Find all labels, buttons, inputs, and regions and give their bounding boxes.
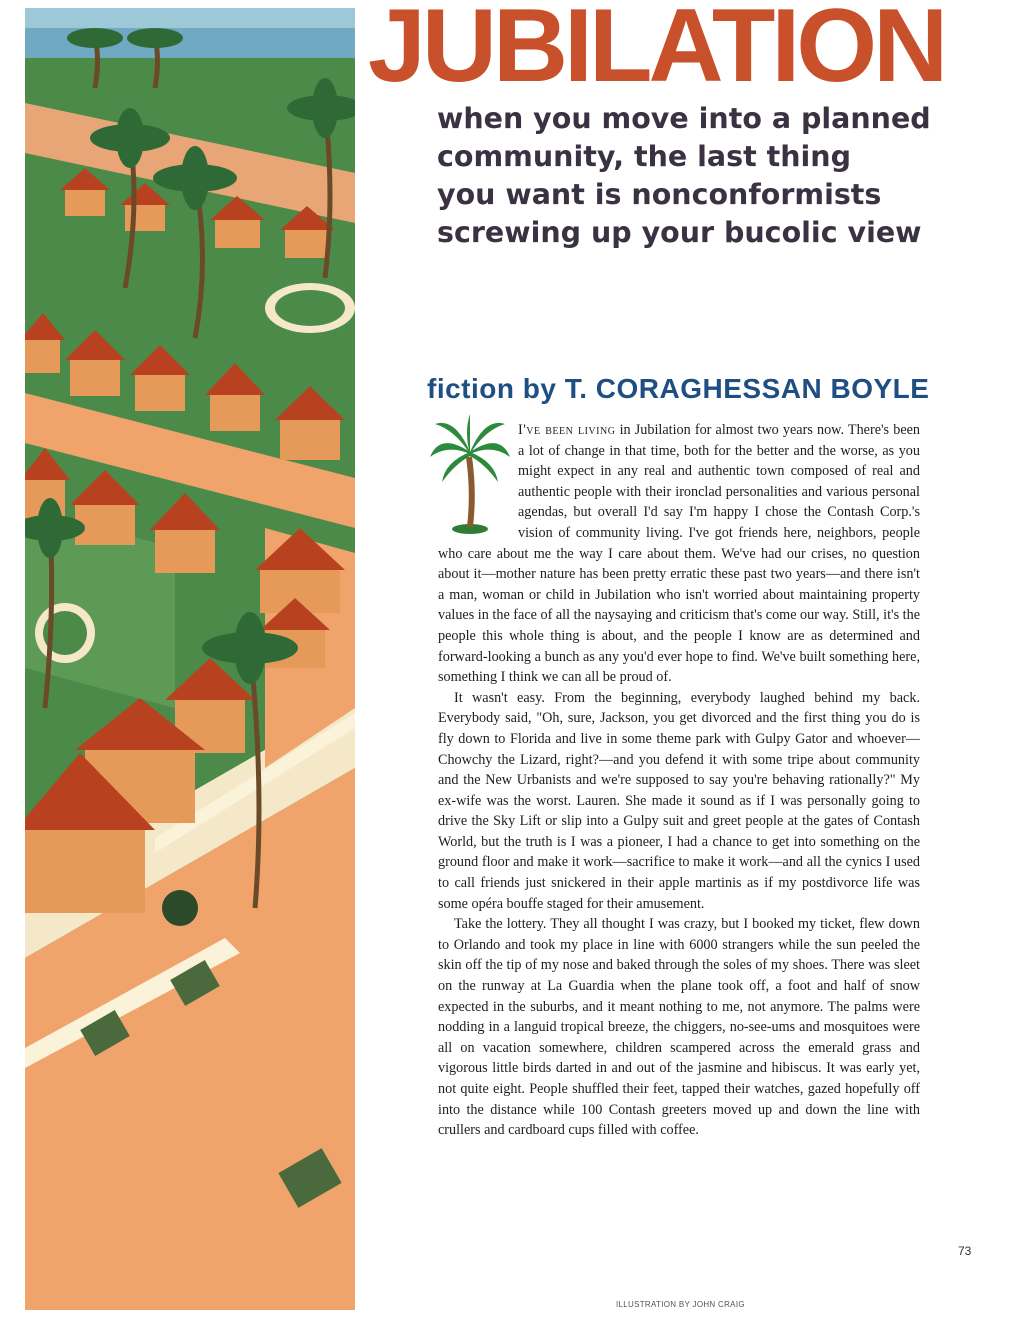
subtitle-line: community, the last thing — [437, 140, 852, 173]
subtitle-line: screwing up your bucolic view — [437, 216, 922, 249]
lead-in: I've been living — [518, 422, 616, 438]
illustration-credit: ILLUSTRATION BY JOHN CRAIG — [616, 1300, 745, 1309]
subtitle-line: you want is nonconformists — [437, 178, 882, 211]
community-illustration — [25, 8, 355, 1310]
paragraph: It wasn't easy. From the beginning, everybody laughed behind my back. Everybody said, "Oh, sure, Jackson, you get divorced and the first thing you do is fly down to Florida and live in some theme park with Gulpy Gator and whoever—Chowchy the Lizard, right?—and you defend it with some tripe about community and the New Urbanists and we're supposed to say you're behaving rationally?" My ex-wife was the worst. Lauren. She made it sound as if I was personally going to drive the Sky Lift or slip into a Gulpy suit and greet people at the gates of Contash World, but the truth is I was a pioneer, I had a chance to get into something on the ground floor and make it work—sacrifice to make it work—and all the cynics I used to call friends just snickered in their apple martinis as if my postdivorce life was some opéra bouffe staged for their amusement. — [438, 689, 920, 912]
byline: fiction by T. CORAGHESSAN BOYLE — [427, 373, 930, 404]
page-number: 73 — [958, 1244, 972, 1258]
article-subtitle — [437, 100, 997, 252]
subtitle-line: when you move into a planned — [437, 102, 931, 135]
article-body — [438, 420, 920, 1141]
paragraph: Take the lottery. They all thought I was crazy, but I booked my ticket, flew down to Orlando and took my place in line with 6000 strangers while the sun peeled the skin off the tip of my nose and baked through the soles of my shoes. There was sleet on the runway at La Guardia when the plane took off, a foot and half of snow expected in the suburbs, and it meant nothing to me, not anymore. The palms were nodding in a languid tropical breeze, the chiggers, no-see-ums and mosquitoes were all on vacation somewhere, children scampered across the emerald grass and vigorous little birds darted in and out of the jasmine and hibiscus. It was early yet, not quite eight. People shuffled their feet, tapped their watches, gazed hopefully off into the distance while 100 Contash greeters moved up and down the line with crullers and cardboard cups filled with coffee. — [438, 916, 920, 1139]
article-title: JUBILATION — [368, 0, 945, 104]
paragraph-text: in Jubilation for almost two years now. There's been a lot of change in that time, both for the better and the worse, as you might expect in any real and authentic town composed of real and authentic people with their ironclad personalities and various personal agendas, but overall I'd say I'm happy I chose the Contash Corp.'s vision of community living. I've got friends here, neighbors, people who care about me the way I care about them. We've had our crises, no question about it—mother nature has been pretty erratic these past two years—and there isn't a man, woman or child in Jubilation who isn't worried about maintaining property values in the face of all the naysaying and criticism that's come our way. Still, it's the people this whole thing is about, and the people I know are as determined and forward-looking a bunch as any you'd ever hope to find. We've built something here, something I think we can all be proud of. — [438, 422, 921, 686]
icon-space — [438, 420, 518, 540]
